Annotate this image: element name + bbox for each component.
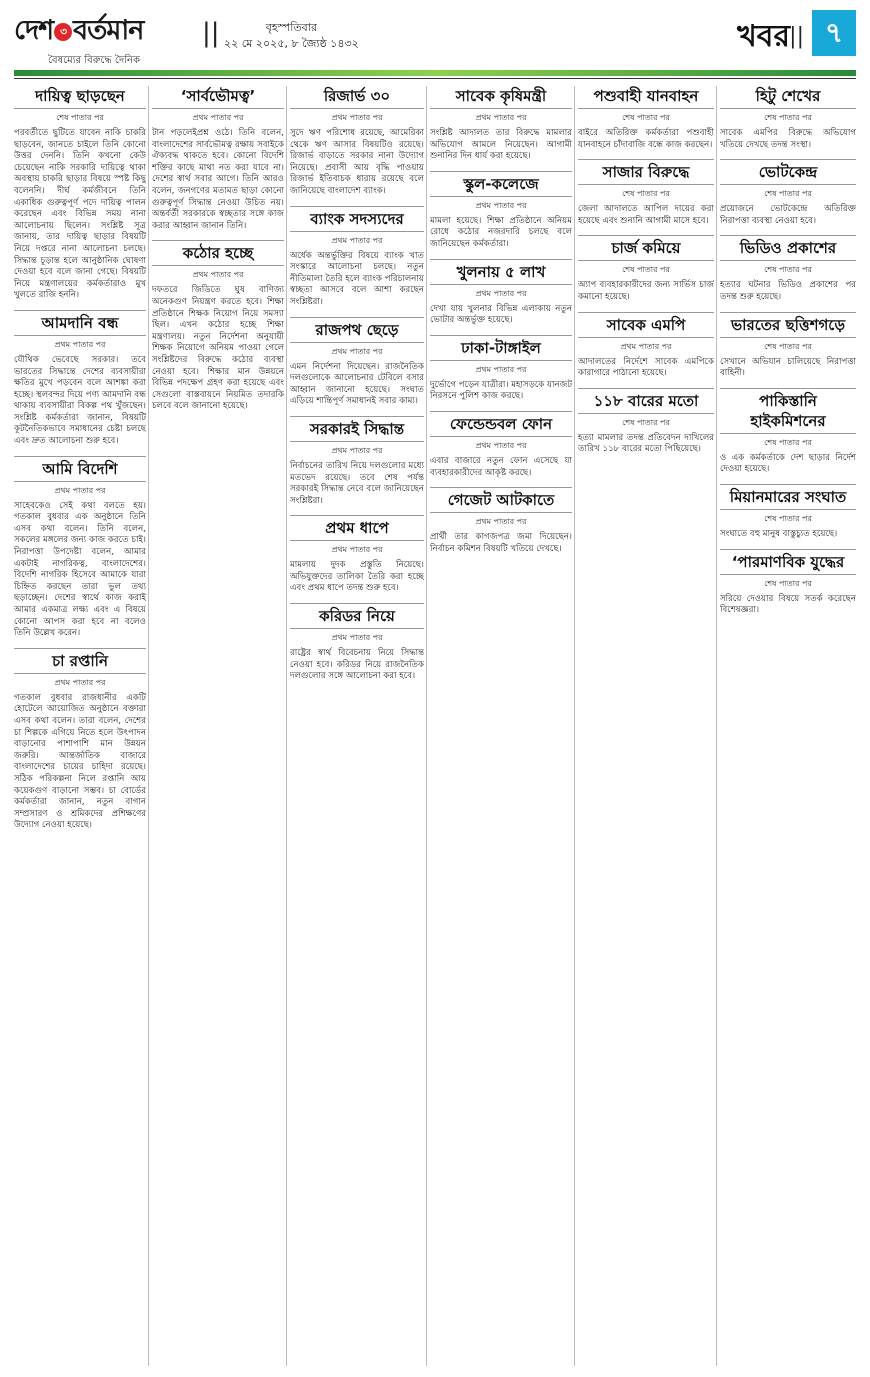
story-continuation-label: প্রথম পাতার পর xyxy=(331,235,383,245)
story-body: সাহেবকেও সেই কথা বলতে হয়। গতকাল বুধবার এক অনুষ্ঠানে তিনি এসব কথা বলেন। তিনি বলেন, সকলের মঙ্গলের জন্য কাজ করতে চাই। নিরাপত্তা উপদেষ্টা বলেন, আমার একটাই নাগরিকত্ব, বাংলাদেশের। বিদেশি নাগরিক হিসেবে আমাকে যারা চিহ্নিত করছেন তারা ভুল তথ্য ছড়াচ্ছেন। দেশের স্বার্থে কাজ করাই আমার একমাত্র লক্ষ্য এবং এ বিষয়ে কোনো আপস করা হবে না বলেও তিনি উল্লেখ করেন। xyxy=(14,500,146,639)
story-body: অর্ধেক অন্তর্ভুক্তির বিষয়ে ব্যাংক খাত সংস্কারে আলোচনা চলছে। নতুন নীতিমালা তৈরি হলে ব্যাংক পরিচালনায় স্বচ্ছতা আসবে বলে আশা করছেন সংশ্লিষ্টরা। xyxy=(290,250,424,307)
logo-mark: ৩ xyxy=(54,23,72,41)
story-body: এমন নির্দেশনা দিয়েছেন। রাজনৈতিক দলগুলোকে আলোচনার টেবিলে বসার আহ্বান জানানো হয়েছে। সংঘাত এড়িয়ে শান্তিপূর্ণ সমাধানই সবার কাম্য। xyxy=(290,361,424,407)
story-body: দুর্ভোগে পড়েন যাত্রীরা। মহাসড়কে যানজট নিরসনে পুলিশ কাজ করছে। xyxy=(430,379,572,402)
story-headline[interactable]: করিডর নিয়ে xyxy=(290,603,424,629)
story-body: এবার বাজারে নতুন ফোন এসেছে যা ব্যবহারকারীদের আকৃষ্ট করছে। xyxy=(430,455,572,478)
story-headline[interactable]: পশুবাহী যানবাহন xyxy=(578,84,714,109)
story-continuation-label: শেষ পাতার পর xyxy=(622,113,670,122)
story-continuation-label: প্রথম পাতার পর xyxy=(192,270,244,280)
story-headline[interactable]: প্রথম ধাপে xyxy=(290,515,424,541)
story-headline[interactable]: পাকিস্তানি হাইকমিশনের xyxy=(720,388,856,434)
story-headline[interactable]: রিজার্ভ ৩০ xyxy=(290,84,424,109)
story-headline[interactable]: স্কুল-কলেজে xyxy=(430,171,572,197)
news-story[interactable] xyxy=(430,259,572,327)
story-continuation-label: শেষ পাতার পর xyxy=(764,437,812,447)
story-continuation-label: প্রথম পাতার পর xyxy=(331,113,383,122)
news-story[interactable] xyxy=(290,515,424,595)
page-number-badge: ৭ xyxy=(812,10,856,56)
column-separator xyxy=(286,86,287,1366)
story-headline[interactable]: সরকারই সিদ্ধান্ত xyxy=(290,416,424,442)
newspaper-logo[interactable] xyxy=(14,10,184,70)
story-body: হত্যার ঘটনার ভিডিও প্রকাশের পর তদন্ত শুরু হয়েছে। xyxy=(720,280,856,302)
publication-date xyxy=(224,20,359,52)
story-continuation-label: প্রথম পাতার পর xyxy=(331,545,383,555)
story-body: সাবেক এমপির বিরুদ্ধে অভিযোগ খতিয়ে দেখছে তদন্ত সংস্থা। xyxy=(720,128,856,150)
story-headline[interactable]: ভিডিও প্রকাশের xyxy=(720,235,856,261)
news-column xyxy=(290,84,424,1369)
story-continuation-label: প্রথম পাতার পর xyxy=(475,517,527,527)
news-column xyxy=(578,84,714,1369)
news-column xyxy=(152,84,284,1369)
news-story[interactable] xyxy=(152,84,284,232)
story-body: গতকাল বুধবার রাজধানীর একটি হোটেলে আয়োজিত অনুষ্ঠানে বক্তারা এসব কথা বলেন। তারা বলেন, দেশের চা শিল্পকে এগিয়ে নিতে হলে উৎপাদন বাড়ানোর পাশাপাশি মান উন্নয়ন জরুরি। আন্তর্জাতিক বাজারে বাংলাদেশের চায়ের চাহিদা রয়েছে। সঠিক পরিকল্পনা নিলে রপ্তানি আয় কয়েকগুণ বাড়ানো সম্ভব। চা বোর্ডের কর্মকর্তারা জানান, নতুন বাগান সম্প্রসারণ ও শ্রমিকদের প্রশিক্ষণের উদ্যোগ নেওয়া হয়েছে। xyxy=(14,692,146,831)
news-story[interactable] xyxy=(290,84,424,198)
story-headline[interactable]: ভারতের ছত্তিশগড়ে xyxy=(720,312,856,338)
story-headline[interactable]: রাজপথ ছেড়ে xyxy=(290,317,424,343)
story-continuation-label: শেষ পাতার পর xyxy=(764,513,812,523)
story-headline[interactable]: চার্জ কমিয়ে xyxy=(578,235,714,261)
news-story[interactable] xyxy=(290,416,424,507)
masthead-divider: || xyxy=(202,18,220,48)
story-body: আদালতের নির্দেশে সাবেক এমপিকে কারাগারে পাঠানো হয়েছে। xyxy=(578,356,714,379)
news-story[interactable] xyxy=(720,312,856,380)
section-title: খবর xyxy=(737,19,790,54)
story-continuation-label: প্রথম পাতার পর xyxy=(331,633,383,643)
story-headline[interactable]: গেজেট আটকাতে xyxy=(430,487,572,513)
story-continuation-label: শেষ পাতার পর xyxy=(622,265,670,275)
story-body: সংঘাতে বহু মানুষ বাস্তুচ্যুত হয়েছে। xyxy=(720,528,838,539)
news-story[interactable] xyxy=(578,235,714,303)
story-body: দফতরে জিডিতে ঘুষ বাণিজ্য অনেকগুণ নিয়ন্ত্রণ করতে হবে। শিক্ষা প্রতিষ্ঠানে শিক্ষক নিয়োগ নিয়ে সমস্যা ছিল। এখন কঠোর হচ্ছে শিক্ষা মন্ত্রণালয়। নতুন নির্দেশনা অনুযায়ী শিক্ষক নিয়োগে অনিয়ম পাওয়া গেলে সংশ্লিষ্টদের বিরুদ্ধে কঠোর ব্যবস্থা নেওয়া হবে। শিক্ষার মান উন্নয়নে বিভিন্ন পদক্ষেপ গ্রহণ করা হয়েছে এবং সেগুলো বাস্তবায়নে নিয়মিত তদারকি চলবে বলে জানানো হয়েছে। xyxy=(152,285,284,412)
logo-tagline: বৈষম্যের বিরুদ্ধে দৈনিক xyxy=(48,55,141,66)
news-story[interactable] xyxy=(430,487,572,555)
story-headline[interactable]: ১১৮ বারের মতো xyxy=(578,388,714,414)
story-body: ও এক কর্মকর্তাকে দেশ ছাড়ার নির্দেশ দেওয়া হয়েছে। xyxy=(720,452,856,475)
story-continuation-label: প্রথম পাতার পর xyxy=(475,364,527,374)
story-continuation-label: প্রথম পাতার পর xyxy=(54,485,106,495)
news-story[interactable] xyxy=(578,388,714,456)
section-divider: || xyxy=(789,24,804,49)
news-story[interactable] xyxy=(578,84,714,151)
story-continuation-label: শেষ পাতার পর xyxy=(622,417,670,427)
story-headline[interactable]: ভোটকেন্দ্র xyxy=(720,159,856,185)
story-body: মামলায় দুদক প্রস্তুতি নিয়েছে। অভিযুক্তদের তালিকা তৈরি করা হচ্ছে এবং প্রথম ধাপে তদন্ত শুরু হবে। xyxy=(290,560,424,594)
logo-name-start: দেশ xyxy=(14,15,54,46)
news-story[interactable] xyxy=(720,549,856,617)
story-headline[interactable]: সাবেক কৃষিমন্ত্রী xyxy=(430,84,572,109)
story-continuation-label: শেষ পাতার পর xyxy=(622,189,670,199)
news-story[interactable] xyxy=(152,240,284,413)
story-headline[interactable]: ফেন্ডেন্ডবল ফোন xyxy=(430,411,572,437)
story-headline[interactable]: আমদানি বন্ধ xyxy=(14,310,146,336)
news-story[interactable] xyxy=(578,312,714,380)
story-continuation-label: শেষ পাতার পর xyxy=(764,113,812,122)
story-headline[interactable]: ‘পারমাণবিক যুদ্ধের xyxy=(720,549,856,575)
story-body: যৌথিক ভেবেছে সরকার। তবে ভারতের সিদ্ধান্তে দেশের ব্যবসায়ীরা ক্ষতির মুখে পড়বেন বলে আশঙ্কা করা হচ্ছে। স্থলবন্দর দিয়ে পণ্য আমদানি বন্ধ থাকায় ব্যবসায়ীরা বিকল্প পথ খুঁজছেন। সংশ্লিষ্ট কর্মকর্তারা জানান, বিষয়টি কূটনৈতিকভাবে সমাধানের চেষ্টা চলছে এবং দ্রুত আলোচনা শুরু হবে। xyxy=(14,354,146,447)
masthead xyxy=(14,10,856,76)
story-continuation-label: শেষ পাতার পর xyxy=(56,113,104,122)
story-continuation-label: শেষ পাতার পর xyxy=(764,189,812,199)
column-separator xyxy=(716,86,717,1366)
story-body: টান পড়লেইপ্রশ্ন ওঠে। তিনি বলেন, বাংলাদেশের সার্বভৌমত্ব রক্ষায় সবাইকে ঐক্যবদ্ধ থাকতে হবে। কোনো বিদেশি শক্তির কাছে মাথা নত করা যাবে না। দেশের স্বার্থ সবার আগে। তিনি আরও বলেন, জনগণের মতামত ছাড়া কোনো গুরুত্বপূর্ণ সিদ্ধান্ত নেওয়া উচিত নয়। অন্তর্বর্তী সরকারকে স্বচ্ছতার সঙ্গে কাজ করার আহ্বান জানান তিনি। xyxy=(152,128,284,231)
story-body: প্রয়োজনে ভোটকেন্দ্রে অতিরিক্ত নিরাপত্তা ব্যবস্থা নেওয়া হবে। xyxy=(720,204,856,226)
story-body: রাষ্ট্রের স্বার্থ বিবেচনায় নিয়ে সিদ্ধান্ত নেওয়া হবে। করিডর নিয়ে রাজনৈতিক দলগুলোর সঙ্গে আলোচনা করা হবে। xyxy=(290,648,424,682)
story-body: সরিয়ে দেওয়ার বিষয়ে সতর্ক করেছেন বিশেষজ্ঞরা। xyxy=(720,593,856,616)
story-continuation-label: শেষ পাতার পর xyxy=(764,265,812,275)
news-story[interactable] xyxy=(290,603,424,683)
story-headline[interactable]: ঢাকা-টাঙ্গাইল xyxy=(430,335,572,361)
news-story[interactable] xyxy=(720,484,856,541)
news-story[interactable] xyxy=(430,411,572,479)
story-headline[interactable]: আমি বিদেশি xyxy=(14,456,146,482)
story-continuation-label: প্রথম পাতার পর xyxy=(54,677,106,687)
column-separator xyxy=(426,86,427,1366)
story-headline[interactable]: ‘সার্বভৌমত্ব’ xyxy=(152,84,284,109)
story-body: দেখা যায় খুলনার বিভিন্ন এলাকায় নতুন ভোটার অন্তর্ভুক্ত হয়েছে। xyxy=(430,303,572,326)
story-continuation-label: প্রথম পাতার পর xyxy=(54,339,106,349)
story-continuation-label: প্রথম পাতার পর xyxy=(331,445,383,455)
news-story[interactable] xyxy=(14,456,146,640)
publication-day: বৃহস্পতিবার xyxy=(265,21,318,34)
news-story[interactable] xyxy=(14,310,146,448)
news-story[interactable] xyxy=(290,317,424,408)
story-continuation-label: প্রথম পাতার পর xyxy=(475,200,527,210)
masthead-underline xyxy=(14,78,856,79)
story-body: সেখানে অভিযান চালিয়েছে নিরাপত্তা বাহিনী। xyxy=(720,356,856,379)
news-story[interactable] xyxy=(290,206,424,309)
story-body: প্রার্থী তার কাগজপত্র জমা দিয়েছেন। নির্বাচন কমিশন বিষয়টি খতিয়ে দেখছে। xyxy=(430,532,572,554)
story-headline[interactable]: সাজার বিরুদ্ধে xyxy=(578,159,714,185)
story-continuation-label: প্রথম পাতার পর xyxy=(475,440,527,450)
story-body: হত্যা মামলার তদন্ত প্রতিবেদন দাখিলের তারিখ ১১৮ বারের মতো পিছিয়েছে। xyxy=(578,432,714,455)
story-body: অ্যাপ ব্যবহারকারীদের জন্য সার্ভিস চার্জ কমানো হয়েছে। xyxy=(578,280,714,302)
story-continuation-label: প্রথম পাতার পর xyxy=(192,113,244,122)
news-column xyxy=(430,84,572,1369)
story-continuation-label: শেষ পাতার পর xyxy=(764,341,812,351)
story-headline[interactable]: দায়িত্ব ছাড়ছেন xyxy=(14,84,146,109)
logo-name-end: বর্তমান xyxy=(73,15,144,46)
story-body: মামলা হয়েছে। শিক্ষা প্রতিষ্ঠানে অনিয়ম রোধে কঠোর নজরদারি চলছে বলে জানিয়েছেন কর্মকর্তারা। xyxy=(430,215,572,249)
masthead-rule xyxy=(14,70,856,76)
story-headline[interactable]: সাবেক এমপি xyxy=(578,312,714,338)
news-story[interactable] xyxy=(720,388,856,476)
story-continuation-label: শেষ পাতার পর xyxy=(764,578,812,588)
story-headline[interactable]: মিয়ানমারের সংঘাত xyxy=(720,484,856,510)
news-story[interactable] xyxy=(14,84,146,302)
news-story[interactable] xyxy=(14,648,146,832)
story-continuation-label: প্রথম পাতার পর xyxy=(620,341,672,351)
news-story[interactable] xyxy=(430,171,572,251)
story-headline[interactable]: কঠোর হচ্ছে xyxy=(152,240,284,266)
story-headline[interactable]: খুলনায় ৫ লাখ xyxy=(430,259,572,285)
news-story[interactable] xyxy=(720,84,856,151)
story-body: পরবর্তীতে ছুটিতে যাবেন নাকি চাকরি ছাড়বেন, জানতে চাইলে তিনি কোনো উত্তর দেননি। তিনি কখনো কেউ চেয়েছেন নাকি সরকারি দায়িত্বে থাকা অবস্থায় চাকরি ছাড়ার বিষয়ে স্পষ্ট কিছু বলেননি। দীর্ঘ কর্মজীবনে তিনি একাধিক গুরুত্বপূর্ণ পদে দায়িত্ব পালন করেছেন এবং বিভিন্ন সময় নানা আলোচনায় ছিলেন। সংশ্লিষ্ট সূত্র জানায়, তার দায়িত্ব ছাড়ার বিষয়টি নিয়ে দপ্তরে নানা আলোচনা চলছে। সিদ্ধান্ত চূড়ান্ত হলে আনুষ্ঠানিক ঘোষণা দেওয়া হবে বলে জানা গেছে। বিষয়টি নিয়ে মন্ত্রণালয়ের কর্মকর্তারাও মুখ খুলতে রাজি হননি। xyxy=(14,128,146,301)
story-continuation-label: প্রথম পাতার পর xyxy=(331,346,383,356)
column-separator xyxy=(574,86,575,1366)
story-body: নির্বাচনের তারিখ নিয়ে দলগুলোর মধ্যে মতভেদ রয়েছে। তবে শেষ পর্যন্ত সরকারই সিদ্ধান্ত নেবে বলে জানিয়েছেন সংশ্লিষ্টরা। xyxy=(290,460,424,506)
column-separator xyxy=(148,86,149,1366)
news-column xyxy=(14,84,146,1369)
story-body: সংশ্লিষ্ট আদালত তার বিরুদ্ধে মামলার অভিযোগ আমলে নিয়েছেন। আগামী শুনানির দিন ধার্য করা হয়েছে। xyxy=(430,128,572,162)
news-story[interactable] xyxy=(430,335,572,403)
story-body: বাইরে অতিরিক্ত কর্মকর্তারা পশুবাহী যানবাহনে চাঁদাবাজি বন্ধে কাজ করছেন। xyxy=(578,128,714,150)
story-body: সুদে ঋণ পরিশোধ রয়েছে, আমেরিকা থেকে ঋণ আসার বিষয়টিও রয়েছে। রিজার্ভ বাড়াতে সরকার নানা উদ্যোগ নিয়েছে। প্রবাসী আয় বৃদ্ধি পাওয়ায় রিজার্ভ ইতিবাচক ধারায় রয়েছে বলে জানিয়েছে বাংলাদেশ ব্যাংক। xyxy=(290,128,424,196)
news-column xyxy=(720,84,856,1369)
story-continuation-label: প্রথম পাতার পর xyxy=(475,288,527,298)
news-story[interactable] xyxy=(720,235,856,303)
news-story[interactable] xyxy=(578,159,714,227)
story-continuation-label: প্রথম পাতার পর xyxy=(475,113,527,122)
story-body: জেলা আদালতে আপিল দায়ের করা হয়েছে এবং শুনানি আগামী মাসে হবে। xyxy=(578,204,714,226)
publication-date-text: ২২ মে ২০২৫, ৮ জ্যৈষ্ঠ ১৪৩২ xyxy=(224,37,359,50)
story-headline[interactable]: ব্যাংক সদস্যদের xyxy=(290,206,424,232)
story-headline[interactable]: চা রপ্তানি xyxy=(14,648,146,674)
news-story[interactable] xyxy=(720,159,856,227)
story-headline[interactable]: হিটু শেখের xyxy=(720,84,856,109)
news-story[interactable] xyxy=(430,84,572,163)
